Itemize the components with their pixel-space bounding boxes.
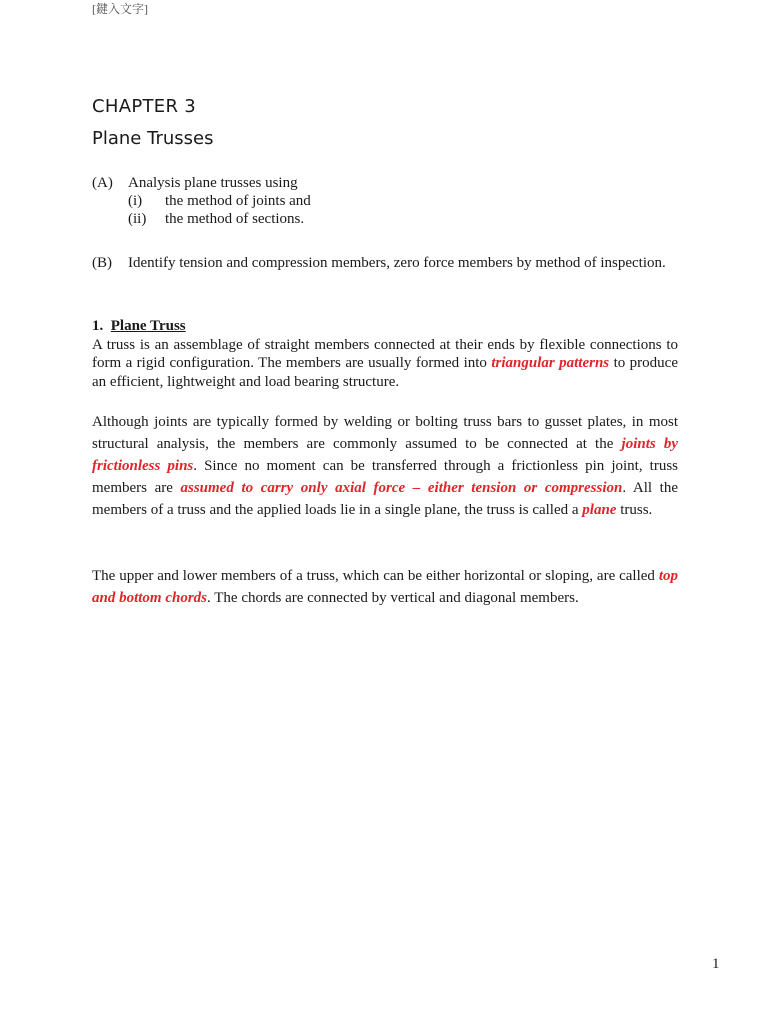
sub-mark: (ii) [128,211,147,227]
section-heading [92,317,678,336]
sub-text: the method of joints and [165,193,311,209]
paragraph-2 [92,411,678,521]
section-number: 1. [92,318,104,334]
paragraph-text: A truss is an assemblage of straight members connected at their ends by flexible connections to form a rigid configuration. The members are usually formed into [92,336,678,371]
highlight-frictionless-pins: joints by frictionless pins [92,436,679,474]
paragraph-text: . Since no moment can be transferred through a frictionless pin joint, truss members are [92,458,678,496]
objective-a [92,174,678,192]
paragraph-text: to produce an efficient, lightweight and load bearing structure. [92,355,678,390]
objectives-list [92,174,678,274]
highlight-triangular-patterns: triangular patterns [491,355,610,371]
page-header: [鍵入文字] [92,2,148,16]
section-heading-text: Plane Truss [110,318,186,334]
paragraph-text: The upper and lower members of a truss, which can be either horizontal or sloping, are called [92,568,659,584]
objective-a-sub-2 [128,210,678,228]
paragraph-text: truss. [616,502,653,518]
sub-text: the method of sections. [165,211,305,227]
paragraph-1 [92,336,678,392]
objective-a-mark: (A) [92,175,113,191]
sub-mark: (i) [128,193,143,209]
highlight-axial-force: assumed to carry only axial force – either tension or compression [180,480,623,496]
paragraph-3 [92,565,678,609]
chapter-title: Plane Trusses [92,128,214,149]
objective-a-sub-1 [128,192,678,210]
objective-b [92,252,678,274]
page-number: 1 [712,956,720,972]
highlight-plane: plane [582,502,617,518]
objective-a-text: Analysis plane trusses using [128,175,298,191]
chapter-number: CHAPTER 3 [92,96,197,117]
highlight-chords: top and bottom chords [92,568,678,606]
paragraph-text: Although joints are typically formed by welding or bolting truss bars to gusset plates, in most structural analysis, the members are commonly assumed to be connected at the [92,414,678,452]
objective-b-text: Identify tension and compression members, zero force members by method of inspection. [128,255,666,271]
section-plane-truss [92,317,678,391]
paragraph-text: . The chords are connected by vertical and diagonal members. [207,590,579,606]
objective-b-mark: (B) [92,255,112,271]
paragraph-text: . All the members of a truss and the applied loads lie in a single plane, the truss is called a [92,480,678,518]
